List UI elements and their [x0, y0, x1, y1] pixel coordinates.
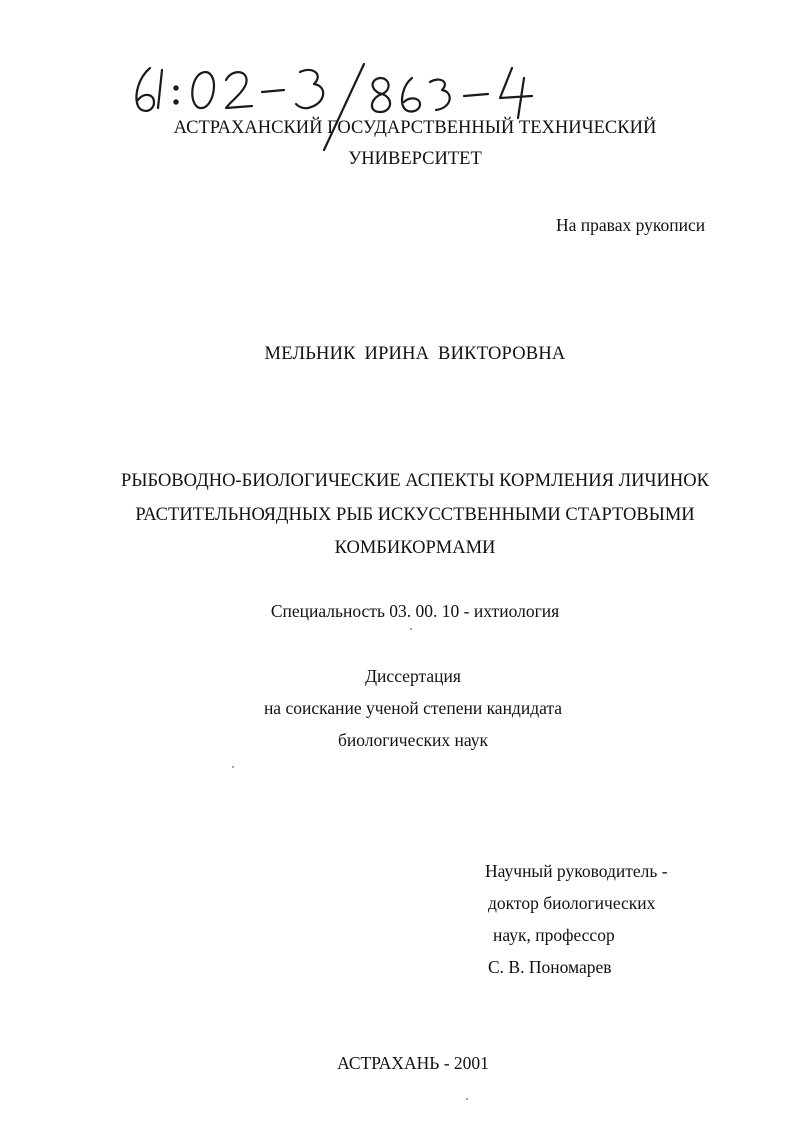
supervisor-line-3: наук, профессор: [493, 925, 615, 945]
supervisor-line-4: С. В. Пономарев: [488, 957, 612, 977]
rights-note: На правах рукописи: [556, 215, 706, 235]
scan-speck: [466, 1098, 468, 1100]
supervisor-line-1: Научный руководитель -: [485, 861, 668, 881]
dissertation-line-3: биологических наук: [337, 730, 489, 750]
city-year: АСТРАХАНЬ - 2001: [337, 1053, 489, 1073]
handwritten-catalog-number: [128, 58, 548, 154]
title-line-1: РЫБОВОДНО-БИОЛОГИЧЕСКИЕ АСПЕКТЫ КОРМЛЕНИЯ ЛИЧИНОК: [121, 471, 709, 491]
speciality: Специальность 03. 00. 10 - ихтиология: [270, 601, 560, 621]
author-name: МЕЛЬНИК ИРИНА ВИКТОРОВНА: [264, 344, 566, 364]
scan-speck: [232, 766, 234, 768]
scan-speck: [410, 628, 412, 630]
institution-line-1: АСТРАХАНСКИЙ ГОСУДАРСТВЕННЫЙ ТЕХНИЧЕСКИЙ: [173, 118, 657, 138]
title-line-3: КОМБИКОРМАМИ: [334, 538, 496, 558]
title-line-2: РАСТИТЕЛЬНОЯДНЫХ РЫБ ИСКУССТВЕННЫМИ СТАРТОВЫМИ: [135, 505, 695, 525]
dissertation-line-2: на соискание ученой степени кандидата: [263, 698, 563, 718]
dissertation-line-1: Диссертация: [365, 666, 461, 686]
institution-line-2: УНИВЕРСИТЕТ: [348, 149, 482, 169]
supervisor-line-2: доктор биологических: [488, 893, 656, 913]
